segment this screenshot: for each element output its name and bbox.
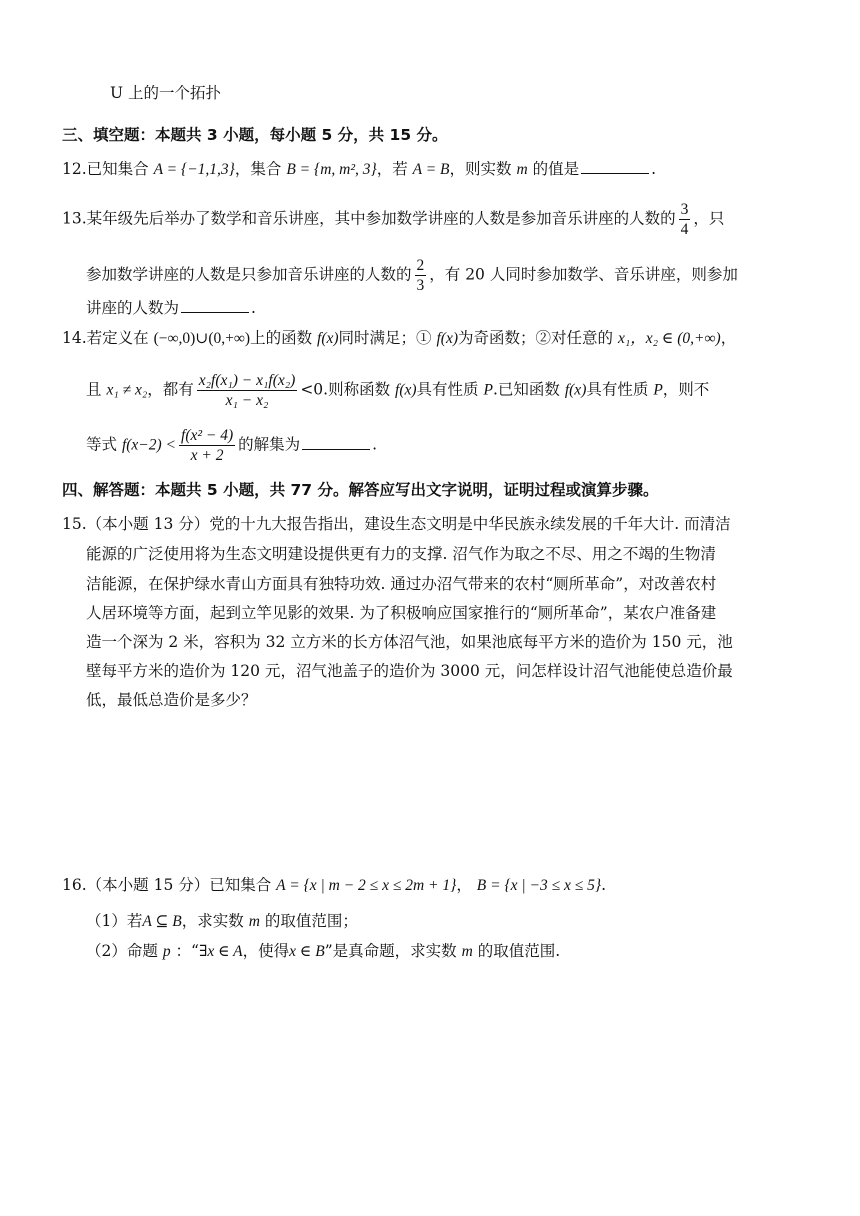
math-function: f(x) bbox=[317, 330, 339, 347]
question-text: 的取值范围； bbox=[264, 912, 358, 930]
property-p: P bbox=[653, 381, 663, 399]
question-number: 14. bbox=[62, 329, 87, 347]
question-text: 且 bbox=[86, 380, 102, 399]
question-text: ，集合 bbox=[234, 160, 282, 178]
answer-blank[interactable] bbox=[581, 159, 649, 174]
section-heading-solutions bbox=[62, 480, 658, 500]
question-text: （1）若 bbox=[86, 912, 143, 930]
fraction-denominator: x₁ − x₂ bbox=[225, 392, 269, 409]
question-text: 15.（本小题 13 分）党的十九大报告指出，建设生态文明是中华民族永续发展的千年大计. 而清洁 bbox=[62, 515, 731, 533]
question-text: ：“ bbox=[175, 942, 199, 960]
question-text: 已知集合 bbox=[86, 160, 149, 178]
question-12 bbox=[62, 159, 656, 180]
math-function: f(x) bbox=[436, 330, 459, 347]
question-number: 13. bbox=[62, 209, 87, 228]
question-text: ，都有 bbox=[147, 380, 194, 399]
question-13-line-1 bbox=[62, 200, 724, 239]
question-text: 具有性质 bbox=[586, 380, 649, 399]
question-text: .已知函数 bbox=[492, 380, 560, 399]
question-text: 造一个深为 2 米，容积为 32 立方米的长方体沼气池，如果池底每平方米的造价为 150 元，池 bbox=[86, 633, 733, 651]
question-text: 洁能源，在保护绿水青山方面具有独特功效. 通过办沼气带来的农村“厕所革命”，对改善农村 bbox=[86, 575, 717, 593]
question-text: . bbox=[372, 435, 378, 454]
math-membership: x ∈ B bbox=[289, 943, 325, 960]
question-text: 为奇函数；②对任意的 bbox=[458, 329, 614, 347]
question-text: 上的函数 bbox=[250, 329, 313, 347]
question-text: ，则不 bbox=[662, 380, 710, 399]
math-set-b: B = {x | −3 ≤ x ≤ 5} bbox=[476, 877, 602, 894]
question-text: 低，最低总造价是多少？ bbox=[86, 691, 257, 709]
question-15-line bbox=[86, 632, 733, 652]
question-text: ，只 bbox=[693, 209, 725, 228]
question-text: ，使得 bbox=[242, 942, 290, 960]
question-15-line bbox=[86, 574, 716, 594]
question-text: 某年级先后举办了数学和音乐讲座，其中参加数学讲座的人数是参加音乐讲座的人数的 bbox=[86, 209, 676, 228]
question-text: ”是真命题，求实数 bbox=[324, 942, 457, 960]
math-function: f(x) bbox=[564, 381, 587, 399]
question-16-intro bbox=[62, 875, 606, 896]
question-16-part-2 bbox=[86, 941, 560, 962]
question-13-line-2 bbox=[86, 256, 738, 295]
question-text: ，若 bbox=[376, 160, 408, 178]
fraction bbox=[197, 371, 298, 410]
question-15-line bbox=[62, 514, 731, 534]
question-text: 的取值范围. bbox=[477, 942, 561, 960]
question-text: 同时满足；① bbox=[338, 329, 432, 347]
question-text: . bbox=[251, 299, 256, 317]
question-text: . bbox=[601, 876, 607, 894]
question-14-line-1 bbox=[62, 328, 736, 349]
question-15-line bbox=[86, 544, 716, 564]
section-heading-text: 四、解答题：本题共 5 小题，共 77 分。解答应写出文字说明，证明过程或演算步骤。 bbox=[62, 481, 659, 499]
math-subset: A ⊆ B bbox=[142, 913, 182, 930]
section-heading-text: 三、填空题：本题共 3 小题，每小题 5 分，共 15 分。 bbox=[62, 126, 448, 144]
question-text: 具有性质 bbox=[416, 380, 479, 399]
answer-blank[interactable] bbox=[302, 435, 370, 450]
math-inequality-left: f(x−2) < bbox=[121, 436, 177, 454]
question-15-line bbox=[86, 603, 716, 623]
question-text: 壁每平方米的造价为 120 元，沼气池盖子的造价为 3000 元，问怎样设计沼气池能使总造价最 bbox=[86, 662, 733, 680]
math-variable: m bbox=[248, 913, 260, 930]
fraction bbox=[679, 200, 691, 239]
math-set-b: B = {m, m², 3} bbox=[286, 161, 377, 178]
fraction-numerator: 2 bbox=[416, 257, 425, 274]
question-text: ，则实数 bbox=[449, 160, 512, 178]
question-text: 等式 bbox=[86, 435, 118, 454]
property-p: P bbox=[483, 381, 493, 399]
question-text: ，求实数 bbox=[181, 912, 244, 930]
math-variable: m bbox=[516, 161, 528, 178]
continuation-text: U 上的一个拓扑 bbox=[110, 84, 221, 102]
question-text: 人居环境等方面，起到立竿见影的效果. 为了积极响应国家推行的“厕所革命”，某农户准备建 bbox=[86, 604, 717, 622]
question-text: ， bbox=[456, 876, 472, 894]
math-variable: m bbox=[461, 943, 473, 960]
question-text: （2）命题 bbox=[86, 942, 158, 960]
math-domain: (−∞,0)∪(0,+∞) bbox=[153, 330, 251, 347]
fraction-denominator: 4 bbox=[680, 221, 689, 238]
question-text: <0.则称函数 bbox=[300, 380, 391, 399]
fraction-numerator: 3 bbox=[680, 201, 689, 218]
question-text: 的值是 bbox=[532, 160, 580, 178]
fraction-denominator: x + 2 bbox=[190, 447, 224, 464]
question-16-part-1 bbox=[86, 911, 358, 932]
question-text: 讲座的人数为 bbox=[86, 299, 180, 317]
question-15-line bbox=[86, 690, 257, 710]
question-text: . bbox=[651, 160, 657, 178]
fraction bbox=[179, 426, 235, 465]
question-text: 若定义在 bbox=[86, 329, 149, 347]
math-set-a: A = {−1,1,3} bbox=[153, 161, 235, 178]
answer-blank[interactable] bbox=[181, 298, 249, 313]
fraction bbox=[415, 256, 427, 295]
question-15-line bbox=[86, 661, 733, 681]
question-14-line-3 bbox=[86, 426, 377, 465]
fraction-numerator: f(x² − 4) bbox=[181, 427, 234, 444]
proposition-p: p bbox=[162, 943, 171, 960]
continuation-line bbox=[110, 83, 221, 103]
math-function: f(x) bbox=[395, 381, 417, 399]
math-set-a: A = {x | m − 2 ≤ x ≤ 2m + 1} bbox=[276, 877, 457, 894]
question-13-line-3 bbox=[86, 298, 256, 318]
fraction-denominator: 3 bbox=[416, 277, 425, 294]
question-text: 的解集为 bbox=[238, 435, 301, 454]
question-text: ， bbox=[720, 329, 737, 347]
question-text: 16.（本小题 15 分）已知集合 bbox=[62, 876, 272, 894]
section-heading-fill-in bbox=[62, 125, 448, 145]
question-14-line-2 bbox=[86, 371, 709, 410]
fraction-numerator: x₂f(x₁) − x₁f(x₂) bbox=[198, 372, 296, 389]
question-text: 能源的广泛使用将为生态文明建设提供更有力的支撑. 沼气作为取之不尽、用之不竭的生物清 bbox=[86, 545, 716, 563]
math-not-equal: x₁ ≠ x₂ bbox=[106, 381, 148, 399]
question-text: ，有 20 人同时参加数学、音乐讲座，则参加 bbox=[429, 265, 738, 284]
math-x1-x2: x₁，x₂ ∈ (0,+∞) bbox=[617, 330, 721, 347]
math-exists: ∃x ∈ A bbox=[198, 943, 243, 960]
math-condition: A = B bbox=[412, 161, 450, 178]
question-text: 参加数学讲座的人数是只参加音乐讲座的人数的 bbox=[86, 265, 412, 284]
question-number: 12. bbox=[62, 160, 87, 178]
